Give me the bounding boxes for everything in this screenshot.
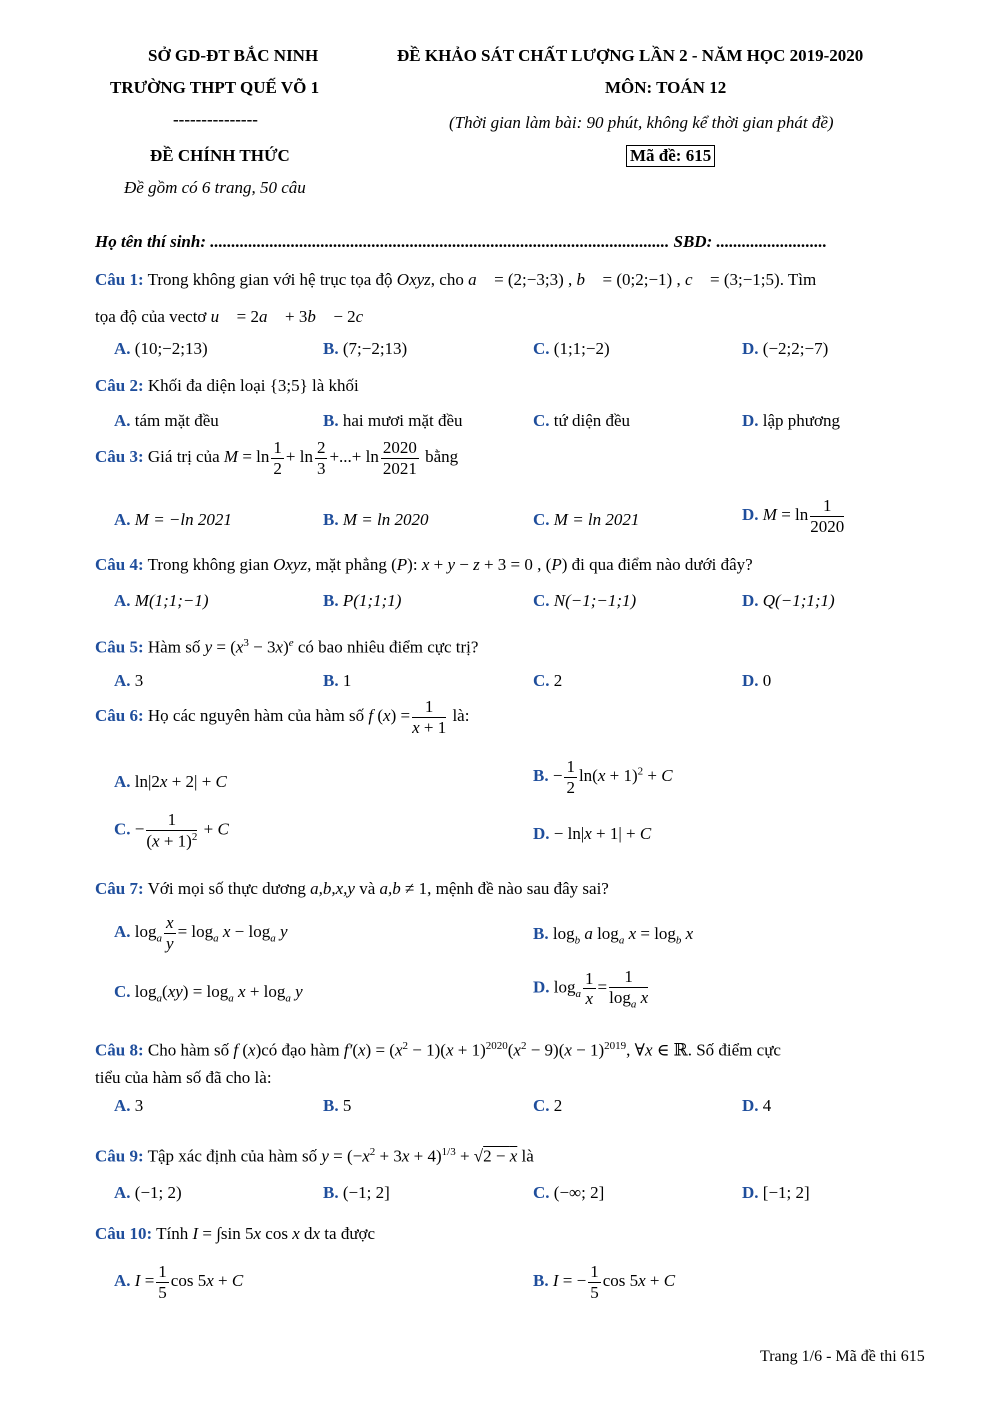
q2-option-d[interactable]: D. lập phương	[742, 411, 841, 430]
q1-option-b[interactable]: B. (7;−2;13)	[323, 339, 408, 358]
question-2: Câu 2: Khối đa diện loại {3;5} là khối	[95, 376, 359, 395]
q3-option-b[interactable]: B. M = ln 2020	[323, 510, 429, 529]
q7-option-a[interactable]: A. $\log_a$ $\frac{x}{y}$ = $\log_a x - \log_a y$	[114, 913, 288, 953]
q9-option-b[interactable]: B. (−1; 2]	[323, 1183, 390, 1202]
subject: MÔN: TOÁN 12	[605, 78, 727, 97]
student-line	[95, 232, 827, 252]
q1-option-c[interactable]: C. (1;1;−2)	[533, 339, 610, 358]
q2-option-a[interactable]: A. tám mặt đều	[114, 411, 219, 430]
q2-option-b[interactable]: B. hai mươi mặt đều	[323, 411, 463, 430]
q8-option-b[interactable]: B. 5	[323, 1096, 352, 1115]
exam-code: Mã đề: 615	[626, 145, 715, 167]
time-note: (Thời gian làm bài: 90 phút, không kể thời gian phát đề)	[449, 113, 834, 132]
q8-option-c[interactable]: C. 2	[533, 1096, 563, 1115]
pages-note: Đề gồm có 6 trang, 50 câu	[124, 178, 306, 197]
exam-title: ĐỀ KHẢO SÁT CHẤT LƯỢNG LẦN 2 - NĂM HỌC 2019-2020	[397, 46, 864, 65]
question-3: Câu 3: Giá trị của M = ln $\frac{1}{2}$ + ln $\frac{2}{3}$ +...+ ln $\frac{2020}{2021}$ bằng	[95, 438, 459, 478]
q8-option-a[interactable]: A. 3	[114, 1096, 144, 1115]
question-6: Câu 6: Họ các nguyên hàm của hàm số f (x) = $\frac{1}{x + 1}$ là:	[95, 697, 470, 737]
q5-option-d[interactable]: D. 0	[742, 671, 772, 690]
question-5: Câu 5: Hàm số $y = (x^3 - 3x)^e$ có bao nhiêu điểm cực trị?	[95, 637, 479, 657]
question-label: Câu 1:	[95, 270, 144, 289]
q1-option-a[interactable]: A. (10;−2;13)	[114, 339, 208, 358]
sbd-label: SBD:	[673, 232, 713, 251]
q5-option-b[interactable]: B. 1	[323, 671, 352, 690]
q9-option-c[interactable]: C. (−∞; 2]	[533, 1183, 605, 1202]
question-8-line2: tiểu của hàm số đã cho là:	[95, 1068, 272, 1087]
official-label: ĐỀ CHÍNH THỨC	[150, 146, 290, 165]
dept-name: SỞ GD-ĐT BẮC NINH	[148, 46, 319, 65]
sbd-dots: ..........................	[716, 232, 827, 251]
q9-option-a[interactable]: A. (−1; 2)	[114, 1183, 182, 1202]
q3-option-d[interactable]: D. M = ln $\frac{1}{2020}$	[742, 496, 845, 536]
q5-option-c[interactable]: C. 2	[533, 671, 563, 690]
school-name: TRƯỜNG THPT QUẾ VÕ 1	[110, 78, 320, 97]
q9-option-d[interactable]: D. [−1; 2]	[742, 1183, 810, 1202]
q6-option-d[interactable]: D. − ln|x + 1| + C	[533, 824, 652, 843]
question-4: Câu 4: Trong không gian Oxyz, mặt phẳng (P): x + y − z + 3 = 0 , (P) đi qua điểm nào dưới đây?	[95, 555, 753, 574]
question-1-line2: tọa độ của vectơ u⃗ = 2a⃗ + 3b⃗ − 2c⃗	[95, 307, 377, 326]
q7-option-c[interactable]: C. $\log_a(xy) = \log_a x + \log_a y$	[114, 982, 303, 1005]
question-8: Câu 8: Cho hàm số f (x)có đạo hàm $f'(x) = (x^2 - 1)(x + 1)^{2020}(x^2 - 9)(x - 1)^{2019}$, ∀x ∈ ℝ. Số điểm cực	[95, 1040, 781, 1060]
page-footer: Trang 1/6 - Mã đề thi 615	[760, 1348, 925, 1365]
q1-option-d[interactable]: D. (−2;2;−7)	[742, 339, 829, 358]
q4-option-a[interactable]: A. M(1;1;−1)	[114, 591, 209, 610]
question-7: Câu 7: Với mọi số thực dương a,b,x,y và a,b ≠ 1, mệnh đề nào sau đây sai?	[95, 879, 609, 898]
q4-option-c[interactable]: C. N(−1;−1;1)	[533, 591, 637, 610]
q2-option-c[interactable]: C. tứ diện đều	[533, 411, 631, 430]
q3-option-c[interactable]: C. M = ln 2021	[533, 510, 640, 529]
q3-option-a[interactable]: A. M = −ln 2021	[114, 510, 232, 529]
q7-option-d[interactable]: D. $\log_a$ $\frac{1}{x}$ = $\frac{1}{\log_a x}$	[533, 967, 649, 1010]
question-10: Câu 10: Tính I = ∫sin 5x cos x dx ta được	[95, 1224, 376, 1243]
question-9: Câu 9: Tập xác định của hàm số $y = (-x^2 + 3x + 4)^{1/3} + √2 - x$ là	[95, 1146, 534, 1166]
question-1: Câu 1: Trong không gian với hệ trục tọa độ Oxyz, cho a⃗ = (2;−3;3) , b⃗ = (0;2;−1) , c⃗ = (3;−1;5). Tìm	[95, 270, 817, 289]
q10-option-a[interactable]: A. I = $\frac{1}{5}$ cos 5x + C	[114, 1262, 244, 1302]
q4-option-d[interactable]: D. Q(−1;1;1)	[742, 591, 835, 610]
q6-option-c[interactable]: C. − $\frac{1}{(x + 1)^2}$ + C	[114, 810, 229, 851]
q4-option-b[interactable]: B. P(1;1;1)	[323, 591, 402, 610]
q10-option-b[interactable]: B. I = − $\frac{1}{5}$ cos 5x + C	[533, 1262, 676, 1302]
q6-option-b[interactable]: B. − $\frac{1}{2}$ $\ln(x + 1)^2 + C$	[533, 757, 673, 797]
q7-option-b[interactable]: B. $\log_b a$ $\log_a x = \log_b x$	[533, 924, 694, 947]
name-label: Họ tên thí sinh:	[95, 232, 207, 251]
name-dots: ............................................................................................................	[210, 232, 670, 251]
q5-option-a[interactable]: A. 3	[114, 671, 144, 690]
q6-option-a[interactable]: A. ln|2x + 2| + C	[114, 772, 227, 791]
header-dashes: ---------------	[173, 110, 258, 129]
q8-option-d[interactable]: D. 4	[742, 1096, 772, 1115]
